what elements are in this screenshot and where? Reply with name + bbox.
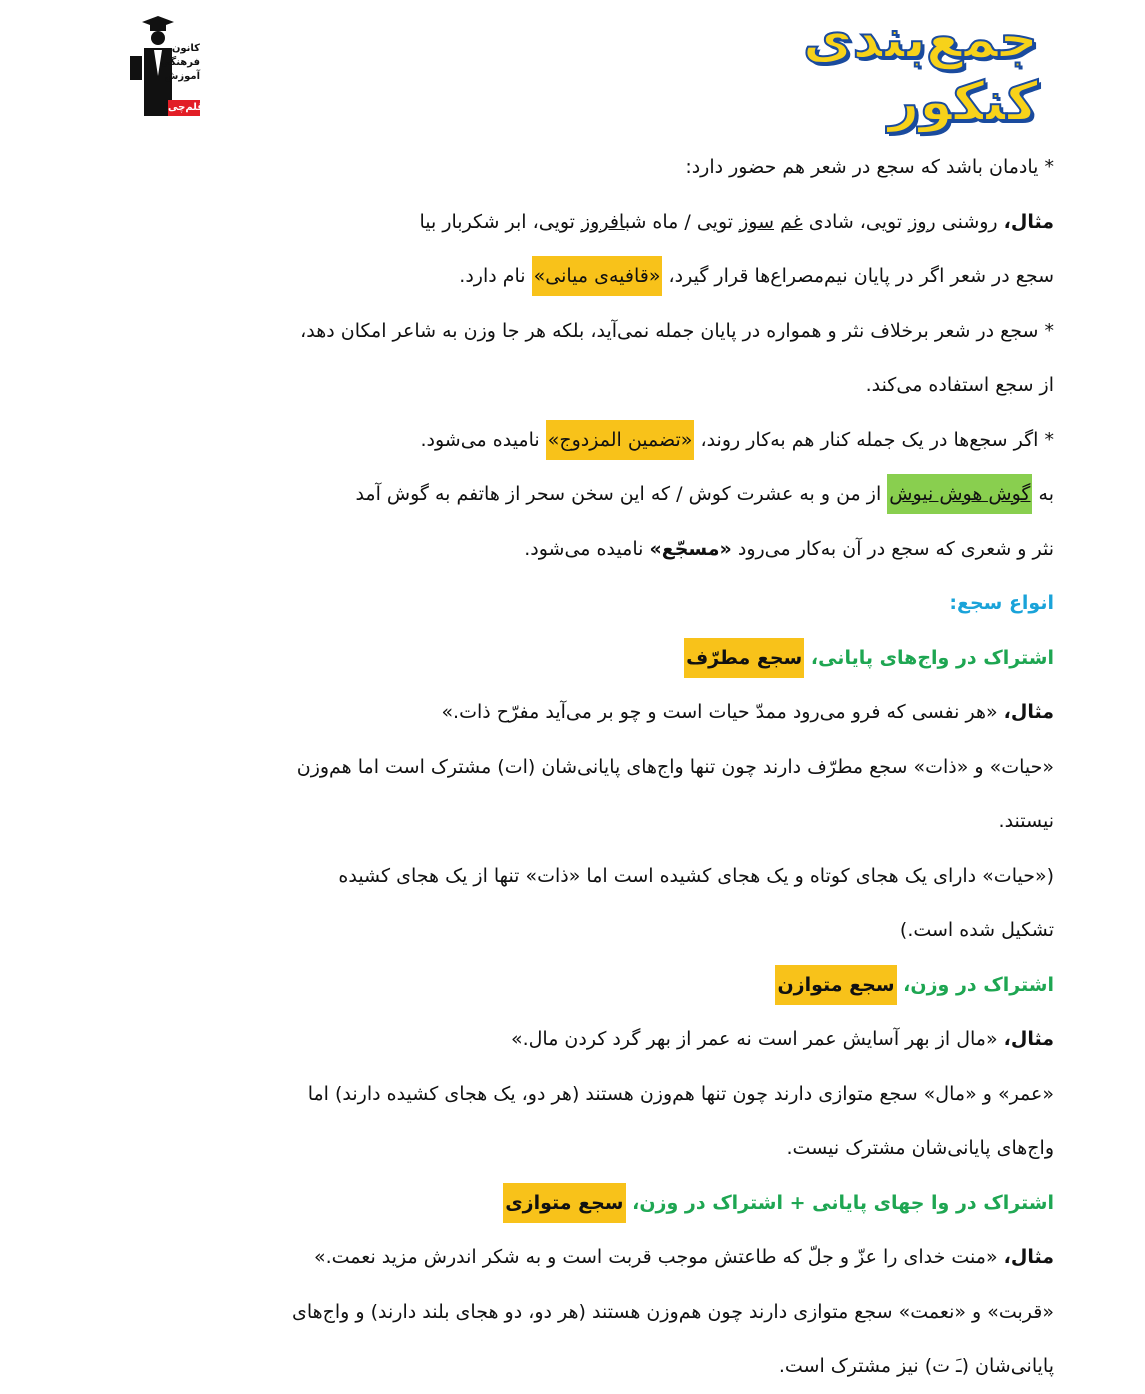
document-body	[130, 140, 1054, 1394]
text-segment: روشنی	[935, 210, 1004, 233]
text-line	[130, 140, 1054, 195]
text-line	[130, 685, 1054, 740]
text-line	[130, 794, 1054, 849]
text-segment: «حیات» و «ذات» سجع مطرّف دارند چون تنها واج‌های پایانی‌شان (ات) مشترک است اما هم‌وزن	[296, 755, 1054, 778]
text-segment: «عمر» و «مال» سجع متوازی دارند چون تنها هم‌وزن هستند (هر دو، یک هجای کشیده دارند) اما	[307, 1082, 1054, 1105]
highlighted-term: سجع متوازی	[503, 1183, 625, 1223]
text-line	[130, 195, 1054, 250]
text-segment: سجع در شعر اگر در پایان نیم‌مصراع‌ها قرار گیرد،	[662, 265, 1054, 287]
text-line	[130, 1012, 1054, 1067]
text-segment: نامیده می‌شود.	[524, 537, 650, 560]
bold-text: مثال،	[1003, 1028, 1054, 1050]
text-line	[130, 1339, 1054, 1394]
text-line	[130, 358, 1054, 413]
text-segment: از سجع استفاده می‌کند.	[865, 374, 1054, 396]
text-segment: اشتراک در وزن،	[896, 973, 1054, 996]
text-segment: از من و به عشرت کوش / که این سخن سحر از هاتفم به گوش آمد	[355, 483, 888, 505]
text-line	[130, 249, 1054, 304]
text-line	[130, 1230, 1054, 1285]
section-heading	[130, 576, 1054, 631]
text-line	[130, 903, 1054, 958]
text-line	[130, 1121, 1054, 1176]
text-segment: تویی، شادی	[802, 210, 909, 233]
highlighted-term: «قافیه‌ی میانی»	[532, 256, 663, 296]
brand-logo	[693, 7, 1038, 133]
text-segment: «منت خدای را عزّ و جلّ که طاعتش موجب قربت است و به شکر اندرش مزید نعمت.»	[313, 1246, 1004, 1268]
highlighted-term: سجع مطرّف	[684, 638, 804, 678]
publisher-logo	[128, 16, 204, 118]
text-segment: نیستند.	[998, 810, 1054, 832]
bold-text: مثال،	[1003, 1246, 1054, 1268]
section-heading	[130, 958, 1054, 1013]
text-segment: نثر و شعری که سجع در آن به‌کار می‌رود	[731, 537, 1054, 560]
text-segment: واج‌های پایانی‌شان مشترک نیست.	[786, 1137, 1054, 1159]
text-segment: «قربت» و «نعمت» سجع متوازی دارند چون هم‌وزن هستند (هر دو، دو هجای بلند دارند) و واج‌های	[291, 1300, 1054, 1323]
section-heading	[130, 631, 1054, 686]
text-line	[130, 740, 1054, 795]
highlighted-phrase: گوش هوش نیوش	[887, 474, 1032, 514]
text-line	[130, 849, 1054, 904]
text-segment: («حیات» دارای یک هجای کوتاه و یک هجای کشیده است اما «ذات» تنها از یک هجای کشیده	[338, 864, 1054, 887]
page-header	[0, 0, 1145, 133]
text-segment: پایانی‌شان (ـَ ت) نیز مشترک است.	[778, 1355, 1054, 1377]
section-heading	[130, 1176, 1054, 1231]
text-line	[130, 413, 1054, 468]
text-segment: * سجع در شعر برخلاف نثر و همواره در پایان جمله نمی‌آید، بلکه هر جا وزن به شاعر امکان دهد،	[300, 319, 1054, 342]
underlined-word: افروز	[581, 210, 625, 233]
text-segment: «مال از بهر آسایش عمر است نه عمر از بهر گرد کردن مال.»	[510, 1028, 1004, 1050]
bold-text: «مسجّع»	[649, 537, 732, 560]
text-segment: اشتراک در واج‌های پایانی،	[804, 646, 1054, 669]
text-line	[130, 467, 1054, 522]
brand-title: جمع‌بندی کنکور	[802, 7, 1038, 133]
text-line	[130, 304, 1054, 359]
text-segment: تشکیل شده است.)	[899, 919, 1054, 941]
text-line	[130, 1285, 1054, 1340]
underlined-word: سوز	[739, 210, 775, 233]
text-line	[130, 1067, 1054, 1122]
highlighted-term: سجع متوازن	[775, 965, 896, 1005]
underlined-word: غم	[780, 210, 803, 233]
publisher-badge: قلم‌چی	[168, 100, 200, 116]
highlighted-term: «تضمین المزدوج»	[546, 420, 695, 460]
text-segment: نامیده می‌شود.	[420, 428, 546, 451]
text-segment: انواع سجع:	[949, 592, 1054, 614]
bold-text: مثال،	[1003, 701, 1054, 723]
text-segment: به	[1032, 483, 1054, 505]
text-segment: تویی، ابر شکربار بیا	[419, 210, 581, 233]
bold-text: مثال،	[1003, 210, 1054, 233]
text-segment: * اگر سجع‌ها در یک جمله کنار هم به‌کار روند،	[694, 428, 1054, 451]
text-segment: تویی / ماه شب	[624, 210, 740, 233]
publisher-name: کانون فرهنگی آموزش	[160, 43, 200, 82]
text-segment: * یادمان باشد که سجع در شعر هم حضور دارد:	[685, 156, 1054, 178]
text-segment: نام دارد.	[459, 265, 532, 287]
text-segment: اشتراک در وا جهای پایانی + اشتراک در وزن،	[625, 1191, 1054, 1214]
underlined-word: روز	[908, 210, 936, 233]
text-line	[130, 522, 1054, 577]
text-segment: «هر نفسی که فرو می‌رود ممدّ حیات است و چو بر می‌آید مفرّح ذات.»	[441, 701, 1004, 723]
